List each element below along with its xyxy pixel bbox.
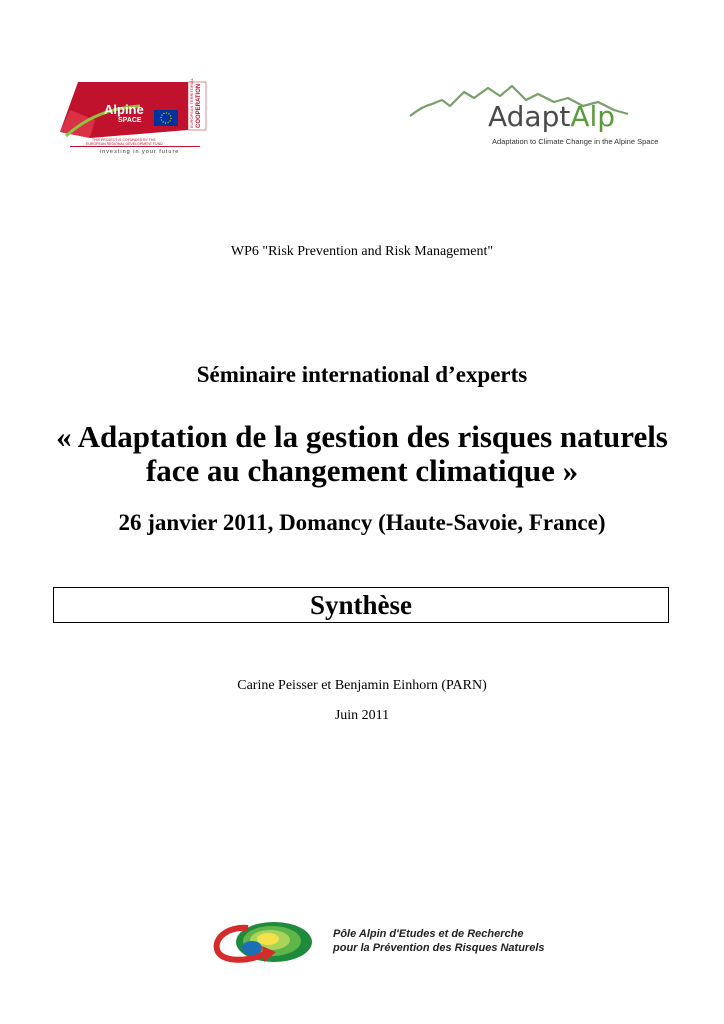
seminar-title: Séminaire international d’experts: [196, 362, 528, 387]
parn-line2: pour la Prévention des Risques Naturels: [333, 942, 545, 954]
main-title-line2: face au changement climatique »: [145, 453, 579, 488]
main-title-line1: « Adaptation de la gestion des risques naturels: [56, 419, 668, 454]
main-title: [0, 420, 724, 488]
adaptalp-name: [488, 100, 615, 134]
alpine-side-line1: EUROPEAN TERRITORIAL: [189, 78, 194, 128]
parn-line1: Pôle Alpin d'Etudes et de Recherche: [333, 928, 524, 940]
authors: Carine Peisser et Benjamin Einhorn (PARN): [237, 678, 487, 693]
parn-text: [333, 927, 545, 955]
alpine-cofund-line2: EUROPEAN REGIONAL DEVELOPMENT FUND: [86, 142, 163, 146]
date-place: 26 janvier 2011, Domancy (Haute-Savoie, France): [118, 510, 606, 535]
parn-logo-graphic: [208, 918, 318, 966]
alpine-name-line1: Alpine: [104, 102, 144, 117]
alpine-tagline: investing in your future: [100, 149, 180, 155]
parn-logo: [208, 918, 318, 966]
alpine-name-line2: SPACE: [118, 117, 142, 124]
publication-date: Juin 2011: [334, 708, 390, 723]
adaptalp-tagline: Adaptation to Climate Change in the Alpine Space: [492, 137, 659, 146]
wp-line: WP6 "Risk Prevention and Risk Management": [230, 244, 494, 259]
adaptalp-logo: [408, 80, 658, 155]
alpine-space-logo: [60, 80, 210, 162]
adaptalp-name-part1: Adapt: [488, 100, 571, 133]
adaptalp-name-part2: Alp: [570, 100, 616, 133]
synthese-box: [53, 587, 669, 623]
alpine-cofund-line1: THIS PROJECT IS COFUNDED BY THE: [92, 138, 156, 142]
synthese-label: Synthèse: [309, 590, 412, 620]
alpine-side-line2: COOPERATION: [196, 83, 202, 128]
